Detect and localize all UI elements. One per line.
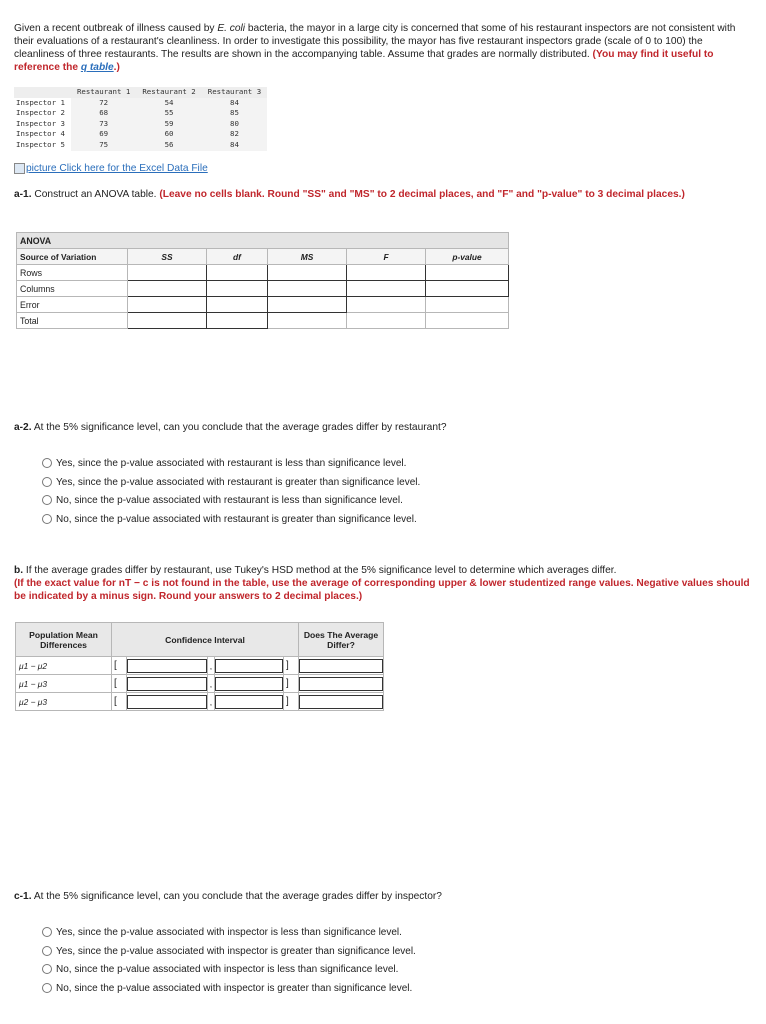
question-c1: c-1. At the 5% significance level, can you conclude that the average grades differ by inspector? <box>14 891 442 902</box>
ci-lower-input[interactable] <box>127 659 207 673</box>
table-row: Error <box>17 297 509 313</box>
col-header: Restaurant 1 <box>71 87 136 98</box>
ss-total-input[interactable] <box>128 313 207 329</box>
table-row: Inspector 2 68 55 85 <box>14 108 267 119</box>
ci-upper-input[interactable] <box>215 677 283 691</box>
table-row: μ2 − μ3 [ , ] <box>16 693 384 711</box>
radio-icon[interactable] <box>42 495 52 505</box>
ms-columns-input[interactable] <box>268 281 347 297</box>
table-row: Rows <box>17 265 509 281</box>
radio-icon[interactable] <box>42 927 52 937</box>
ss-columns-input[interactable] <box>128 281 207 297</box>
differ-select[interactable] <box>299 659 383 673</box>
df-columns-input[interactable] <box>207 281 268 297</box>
ci-lower-input[interactable] <box>127 695 207 709</box>
differ-select[interactable] <box>299 695 383 709</box>
table-row: Inspector 5 75 56 84 <box>14 140 267 151</box>
table-row: Inspector 1 72 54 84 <box>14 98 267 109</box>
table-row: μ1 − μ2 [ , ] <box>16 657 384 675</box>
a2-option[interactable]: No, since the p-value associated with restaurant is less than significance level. <box>42 492 420 511</box>
df-total-input[interactable] <box>207 313 268 329</box>
c1-option[interactable]: Yes, since the p-value associated with inspector is less than significance level. <box>42 924 416 943</box>
df-error-input[interactable] <box>207 297 268 313</box>
ms-error-input[interactable] <box>268 297 347 313</box>
question-b: b. If the average grades differ by restaurant, use Tukey's HSD method at the 5% significance level to determine which averages differ. (If the exact value for nT − c is not found in the table, use the average of corresponding upper & lower studentized range values. Negative values should be indicated by a minus sign. Round your answers to 2 decimal places.) <box>14 565 750 602</box>
radio-icon[interactable] <box>42 983 52 993</box>
broken-image-icon <box>14 163 25 174</box>
anova-table: ANOVA Source of Variation SS df MS F p-value Rows Columns Error Total <box>16 232 509 329</box>
c1-option[interactable]: No, since the p-value associated with inspector is less than significance level. <box>42 961 416 980</box>
ss-error-input[interactable] <box>128 297 207 313</box>
tukey-table: Population Mean Differences Confidence Interval Does The Average Differ? μ1 − μ2 [ , ] μ1 − μ3 [ , ] μ2 − μ3 [ , ] <box>15 622 384 711</box>
differ-select[interactable] <box>299 677 383 691</box>
ms-rows-input[interactable] <box>268 265 347 281</box>
c1-options <box>42 924 416 998</box>
table-row: Inspector 4 69 60 82 <box>14 129 267 140</box>
col-header: Restaurant 3 <box>202 87 267 98</box>
radio-icon[interactable] <box>42 514 52 524</box>
a2-options <box>42 455 420 529</box>
intro-ecoli: E. coli <box>217 23 246 34</box>
grades-data-table <box>14 87 267 151</box>
question-a2: a-2. At the 5% significance level, can you conclude that the average grades differ by restaurant? <box>14 422 447 433</box>
radio-icon[interactable] <box>42 477 52 487</box>
radio-icon[interactable] <box>42 458 52 468</box>
question-a1: a-1. Construct an ANOVA table. (Leave no cells blank. Round "SS" and "MS" to 2 decimal places, and "F" and "p-value" to 3 decimal places.) <box>14 189 685 200</box>
c1-option[interactable]: No, since the p-value associated with inspector is greater than significance level. <box>42 980 416 999</box>
anova-title: ANOVA <box>17 233 509 249</box>
intro-text-1: Given a recent outbreak of illness caused by <box>14 23 218 34</box>
ci-lower-input[interactable] <box>127 677 207 691</box>
table-row: μ1 − μ3 [ , ] <box>16 675 384 693</box>
problem-intro <box>14 22 754 74</box>
a2-option[interactable]: Yes, since the p-value associated with restaurant is greater than significance level. <box>42 474 420 493</box>
f-columns-input[interactable] <box>347 281 426 297</box>
pvalue-rows-input[interactable] <box>426 265 509 281</box>
a2-option[interactable]: No, since the p-value associated with restaurant is greater than significance level. <box>42 511 420 530</box>
pvalue-columns-input[interactable] <box>426 281 509 297</box>
table-row: Columns <box>17 281 509 297</box>
ci-upper-input[interactable] <box>215 659 283 673</box>
ss-rows-input[interactable] <box>128 265 207 281</box>
radio-icon[interactable] <box>42 946 52 956</box>
intro-reference-note: (You may find it useful to reference the q table.) <box>14 49 714 73</box>
table-row: Inspector 3 73 59 80 <box>14 119 267 130</box>
df-rows-input[interactable] <box>207 265 268 281</box>
radio-icon[interactable] <box>42 964 52 974</box>
a2-option[interactable]: Yes, since the p-value associated with restaurant is less than significance level. <box>42 455 420 474</box>
intro-text-2: bacteria, the mayor in a large city is concerned that some of his restaurant inspectors are not consistent with their evaluations of a restaurant's cleanliness. In order to investigate this possibility, the mayor has five restaurant inspectors grade (scale of 0 to 100) the cleanliness of three restaurants. The results are shown in the accompanying table. Assume that grades are normally distributed. <box>14 23 736 60</box>
f-rows-input[interactable] <box>347 265 426 281</box>
excel-data-link[interactable]: picture Click here for the Excel Data File <box>14 163 208 174</box>
ci-upper-input[interactable] <box>215 695 283 709</box>
c1-option[interactable]: Yes, since the p-value associated with inspector is greater than significance level. <box>42 943 416 962</box>
table-row: Total <box>17 313 509 329</box>
col-header: Restaurant 2 <box>136 87 201 98</box>
q-table-link[interactable]: q table <box>80 62 114 73</box>
